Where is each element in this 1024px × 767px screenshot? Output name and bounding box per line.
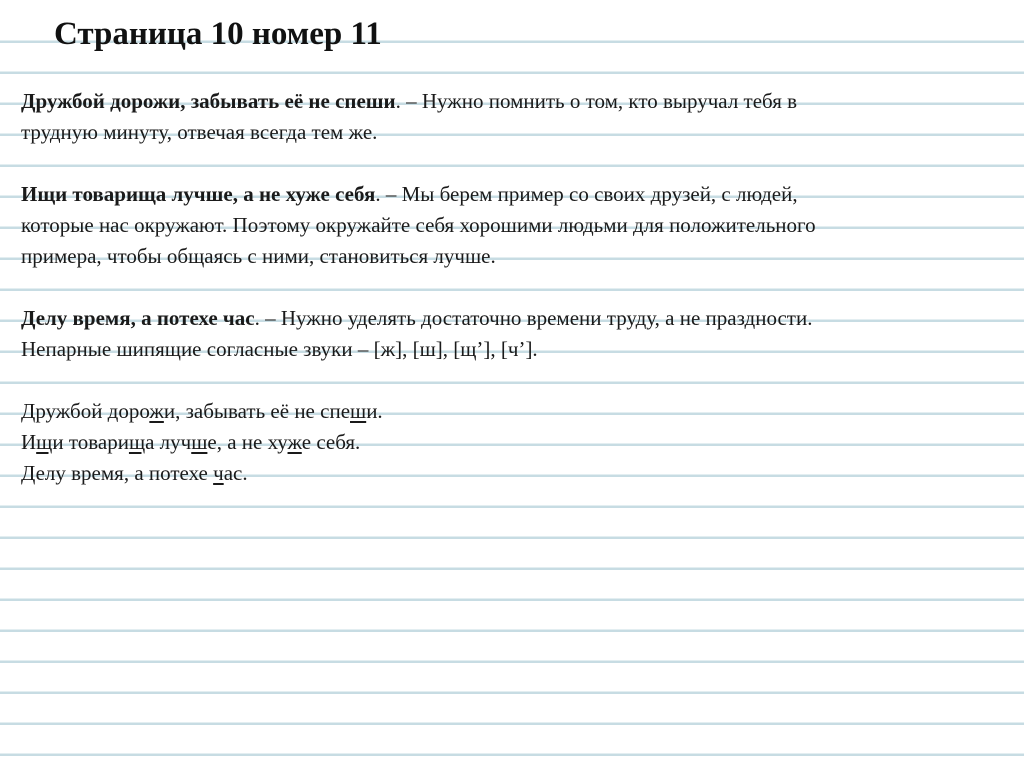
marked-text: и, забывать её не спе — [163, 399, 351, 423]
sounds-line: Непарные шипящие согласные звуки – [ж], [ш], [щ’], [ч’]. — [21, 337, 538, 361]
marked-text: и товари — [52, 430, 129, 454]
proverb-1-title: Дружбой дорожи, забывать её не спеши — [21, 89, 396, 113]
underlined-letter: ж — [149, 399, 164, 423]
underlined-letter: ч — [213, 461, 224, 485]
underlined-letter: ш — [191, 430, 208, 454]
marked-text: Делу время, а потехе — [21, 461, 214, 485]
spacer — [21, 272, 1011, 303]
proverb-1-line-2: трудную минуту, отвечая всегда тем же. — [21, 120, 378, 144]
proverb-2-line-1 — [21, 179, 1011, 210]
marked-proverb-1 — [21, 396, 1011, 427]
spacer — [21, 148, 1011, 179]
proverb-3-explanation: . – Нужно уделять достаточно времени труду, а не праздности. — [254, 306, 813, 330]
marked-proverb-2 — [21, 427, 1011, 458]
proverb-3-title: Делу время, а потехе час — [21, 306, 255, 330]
marked-text: е себя. — [301, 430, 361, 454]
proverb-2-explanation-start: . – Мы берем пример со своих друзей, с людей, — [375, 182, 798, 206]
underlined-letter: ж — [287, 430, 302, 454]
marked-text: ас. — [223, 461, 248, 485]
marked-text: а луч — [145, 430, 192, 454]
spacer — [21, 365, 1011, 396]
marked-text: И — [21, 430, 37, 454]
proverb-1-line-1 — [21, 86, 1011, 117]
marked-proverb-3 — [21, 458, 1011, 489]
underlined-letter: щ — [36, 430, 53, 454]
proverb-2-line-2: которые нас окружают. Поэтому окружайте себя хорошими людьми для положительного — [21, 213, 816, 237]
proverb-2-line-3: примера, чтобы общаясь с ними, становиться лучше. — [21, 244, 496, 268]
marked-text: е, а не ху — [207, 430, 288, 454]
underlined-letter: щ — [128, 430, 146, 454]
marked-text: и. — [366, 399, 383, 423]
slide-content — [21, 86, 1011, 489]
marked-text: Дружбой доро — [21, 399, 150, 423]
proverb-3-line-1 — [21, 303, 1011, 334]
proverb-1-explanation-start: . – Нужно помнить о том, кто выручал тебя в — [395, 89, 798, 113]
proverb-block-1 — [21, 86, 1011, 148]
proverb-2-title: Ищи товарища лучше, а не хуже себя — [21, 182, 376, 206]
marked-proverbs — [21, 396, 1011, 489]
page-title: Страница 10 номер 11 — [54, 16, 382, 52]
underlined-letter: ш — [350, 399, 367, 423]
proverb-block-3 — [21, 303, 1011, 365]
proverb-block-2 — [21, 179, 1011, 272]
